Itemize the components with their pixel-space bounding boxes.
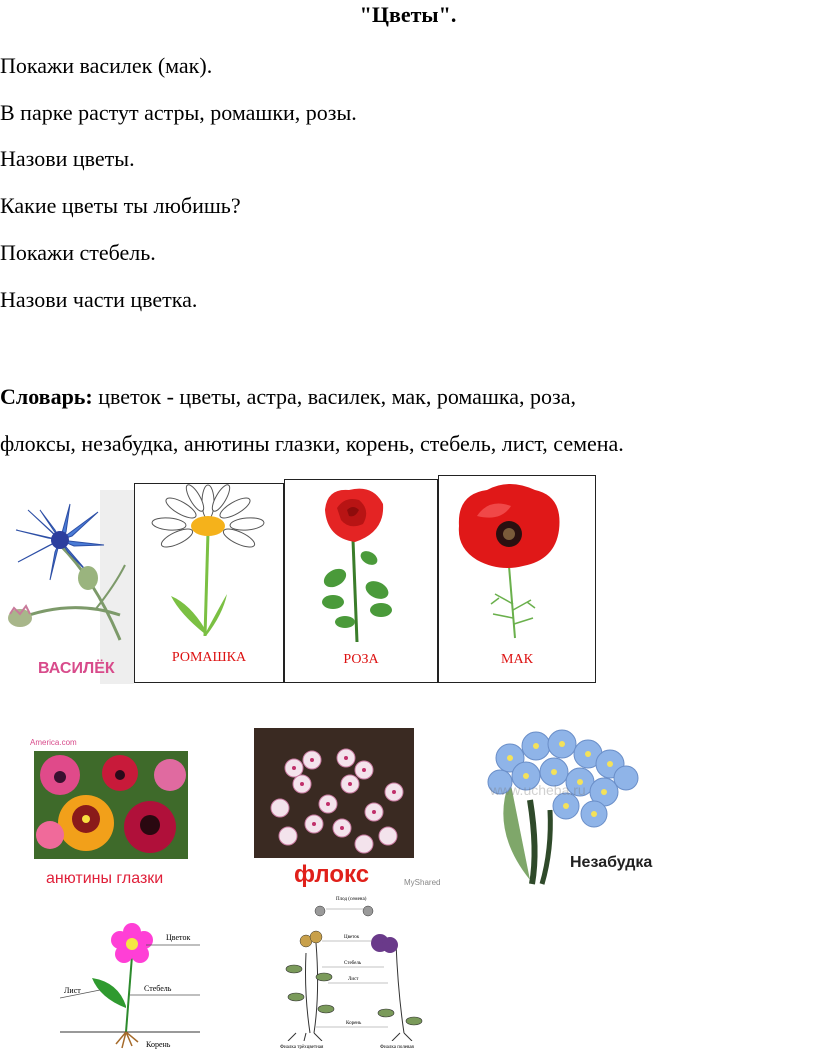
- diagram2-caption-left: Фиалка трёхцветная: [280, 1045, 324, 1050]
- diagram2-label-top: Плод (семена): [336, 897, 367, 902]
- diagram2-label-stem: Стебель: [344, 961, 362, 966]
- page-title: "Цветы".: [359, 2, 457, 27]
- card-label-anyutiny: анютины глазки: [46, 870, 164, 887]
- cornflower-image: [0, 490, 134, 684]
- card-anyutiny: [30, 735, 190, 895]
- card-label-roza: РОЗА: [343, 652, 379, 667]
- vocab-label: Словарь:: [0, 384, 93, 409]
- card-romashka: [134, 483, 284, 683]
- rose-image: [285, 480, 437, 650]
- diagram2-caption-right: Фиалка полевая: [380, 1045, 414, 1050]
- card-floks: [254, 728, 444, 890]
- vocab-line-1: [0, 384, 576, 410]
- card-label-mak: МАК: [501, 652, 533, 667]
- card-label-nezabudka: Незабудка: [570, 854, 653, 871]
- diagram1-label-stem: Стебель: [144, 984, 172, 993]
- watermark-nezab: www.ucheba.ru: [490, 782, 586, 798]
- text-line-1: Покажи василек (мак).: [0, 53, 213, 78]
- violet-diagram-svg: [276, 893, 440, 1041]
- watermark-floks: MyShared: [404, 878, 441, 887]
- text-line-3: Назови цветы.: [0, 146, 135, 171]
- flower-diagram-violet: [276, 893, 440, 1055]
- text-line-4: Какие цветы ты любишь?: [0, 193, 241, 218]
- watermark-left: America.com: [30, 738, 77, 747]
- pansy-image: [30, 735, 190, 863]
- card-vasilek: [0, 490, 134, 684]
- diagram1-label-leaf: Лист: [64, 986, 81, 995]
- vocab-text-1: цветок - цветы, астра, василек, мак, ромашка, роза,: [92, 384, 576, 409]
- card-label-floks: флокс: [294, 861, 370, 888]
- card-nezabudka: [470, 720, 670, 890]
- card-roza: [284, 479, 438, 683]
- daisy-image: [135, 484, 283, 644]
- text-line-5: Покажи стебель.: [0, 240, 156, 265]
- diagram2-label-flower: Цветок: [344, 935, 360, 940]
- card-mak: [438, 475, 596, 683]
- text-line-2: В парке растут астры, ромашки, розы.: [0, 100, 357, 125]
- vocab-line-2: флоксы, незабудка, анютины глазки, корень, стебель, лист, семена.: [0, 431, 624, 456]
- poppy-image: [439, 476, 595, 646]
- diagram1-label-flower: Цветок: [166, 933, 191, 942]
- card-label-romashka: РОМАШКА: [171, 650, 247, 665]
- card-label-vasilek: ВАСИЛЁК: [38, 660, 115, 677]
- diagram2-label-root: Корень: [346, 1021, 362, 1026]
- diagram2-label-leaf: Лист: [348, 977, 359, 982]
- diagram1-label-root: Корень: [146, 1040, 171, 1049]
- text-line-6: Назови части цветка.: [0, 287, 198, 312]
- phlox-image: [254, 728, 414, 858]
- flower-diagram-simple: [60, 920, 210, 1054]
